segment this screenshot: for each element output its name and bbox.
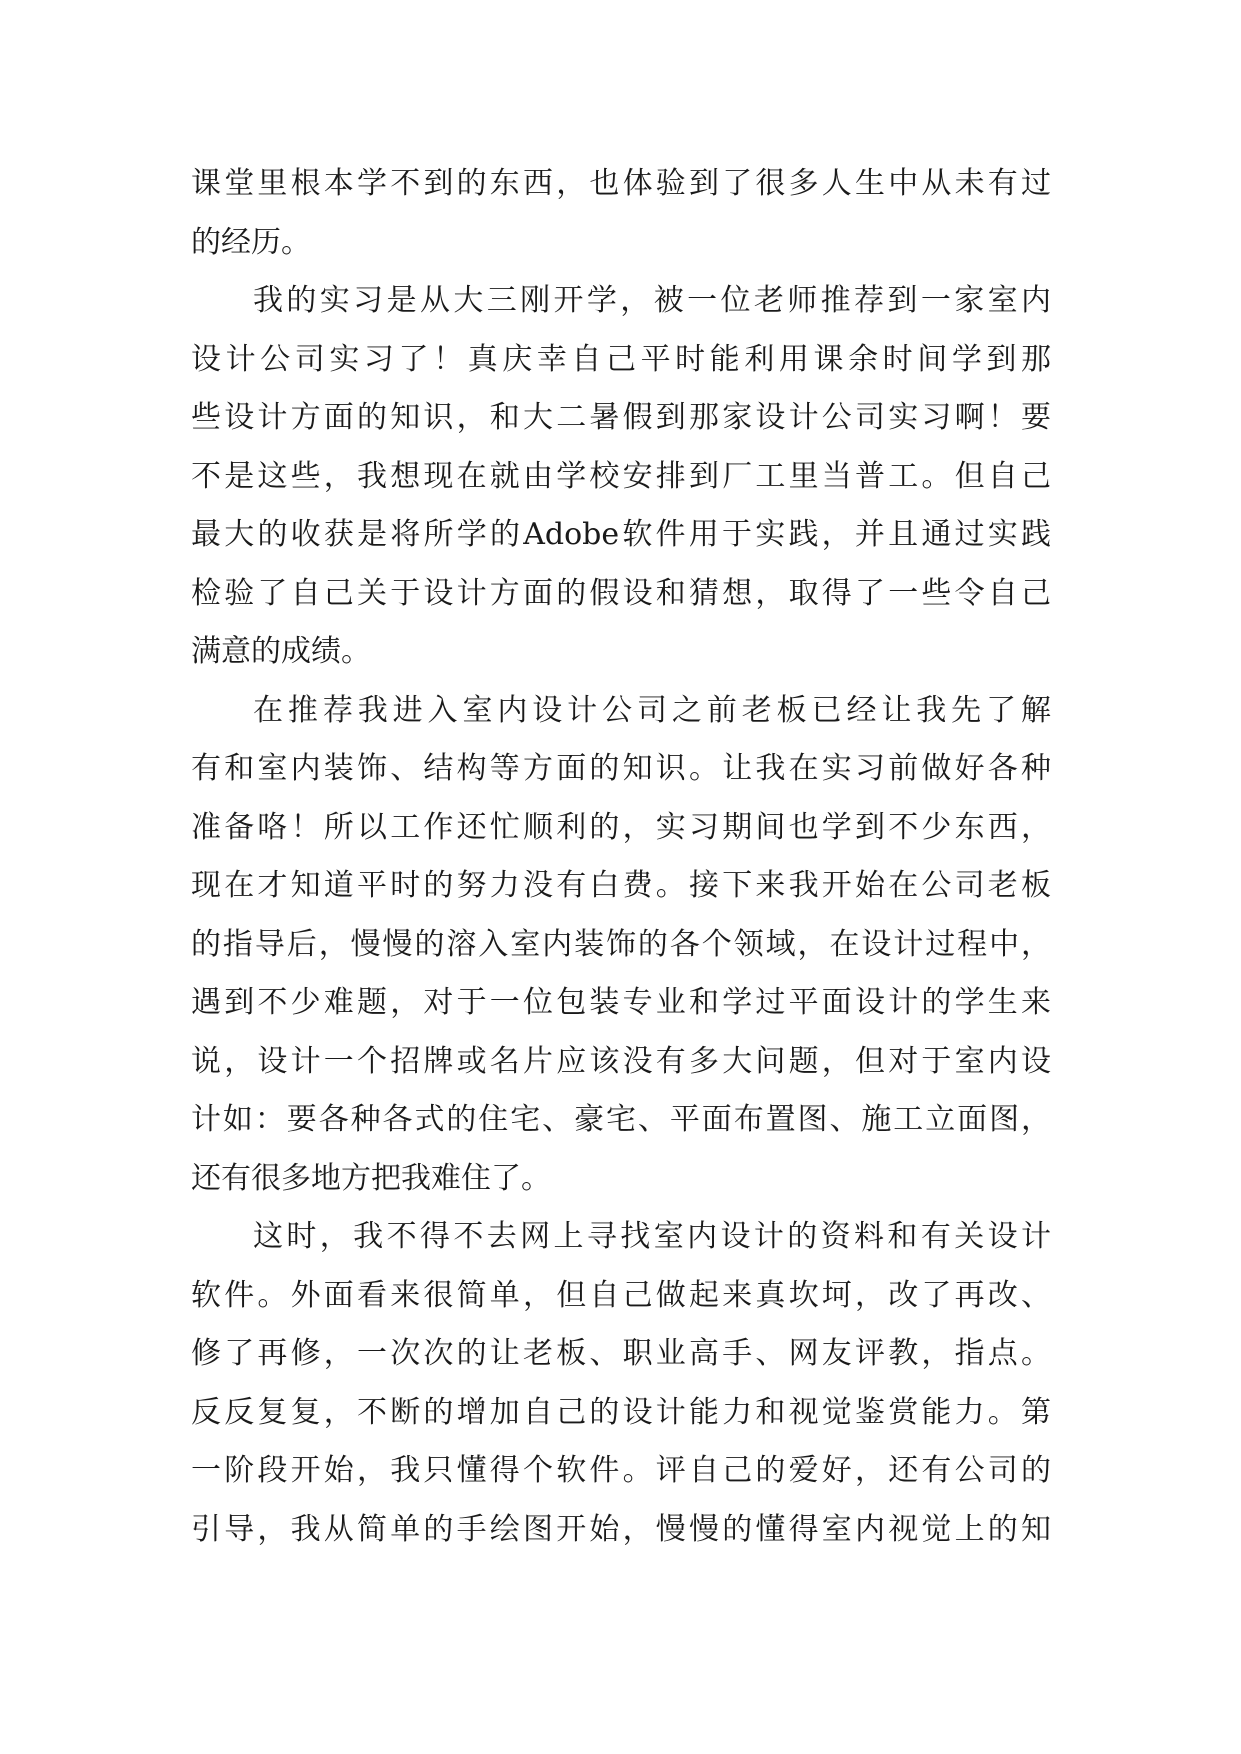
- text-line: 的指导后，慢慢的溶入室内装饰的各个领域，在设计过程中，: [191, 926, 1051, 962]
- text-line: 修了再修，一次次的让老板、职业高手、网友评教，指点。: [191, 1336, 1051, 1371]
- text-line: 说，设计一个招牌或名片应该没有多大问题，但对于室内设: [191, 1043, 1051, 1079]
- text-line: 还有很多地方把我难住了。: [191, 1160, 551, 1196]
- text-line: 遇到不少难题，对于一位包装专业和学过平面设计的学生来: [191, 985, 1051, 1020]
- text-line: 不是这些，我想现在就由学校安排到厂工里当普工。但自己: [191, 458, 1051, 494]
- text-line: 最大的收获是将所学的Adobe软件用于实践，并且通过实践: [191, 517, 1051, 552]
- paragraph-first-line: 在推荐我进入室内设计公司之前老板已经让我先了解: [253, 692, 1051, 728]
- body-text: [191, 155, 1051, 1559]
- text-line: 准备咯！所以工作还忙顺利的，实习期间也学到不少东西，: [191, 809, 1051, 845]
- paragraph-first-line: 我的实习是从大三刚开学，被一位老师推荐到一家室内: [253, 283, 1051, 318]
- text-line: 引导，我从简单的手绘图开始，慢慢的懂得室内视觉上的知: [191, 1511, 1051, 1547]
- text-line: 一阶段开始，我只懂得个软件。评自己的爱好，还有公司的: [191, 1453, 1051, 1488]
- text-line: 些设计方面的知识，和大二暑假到那家设计公司实习啊！要: [191, 400, 1051, 435]
- text-line: 反反复复，不断的增加自己的设计能力和视觉鉴赏能力。第: [191, 1394, 1051, 1430]
- text-line: 设计公司实习了！真庆幸自己平时能利用课余时间学到那: [191, 341, 1051, 377]
- text-line: 的经历。: [191, 224, 311, 260]
- paragraph-first-line: 这时，我不得不去网上寻找室内设计的资料和有关设计: [253, 1219, 1051, 1254]
- text-line: 课堂里根本学不到的东西，也体验到了很多人生中从未有过: [191, 166, 1051, 201]
- text-line: 检验了自己关于设计方面的假设和猜想，取得了一些令自己: [191, 575, 1051, 611]
- text-line: 计如：要各种各式的住宅、豪宅、平面布置图、施工立面图，: [191, 1102, 1051, 1137]
- text-line: 软件。外面看来很简单，但自己做起来真坎坷，改了再改、: [191, 1277, 1051, 1313]
- text-line: 现在才知道平时的努力没有白费。接下来我开始在公司老板: [191, 868, 1051, 903]
- text-line: 满意的成绩。: [191, 634, 371, 669]
- text-line: 有和室内装饰、结构等方面的知识。让我在实习前做好各种: [191, 751, 1051, 786]
